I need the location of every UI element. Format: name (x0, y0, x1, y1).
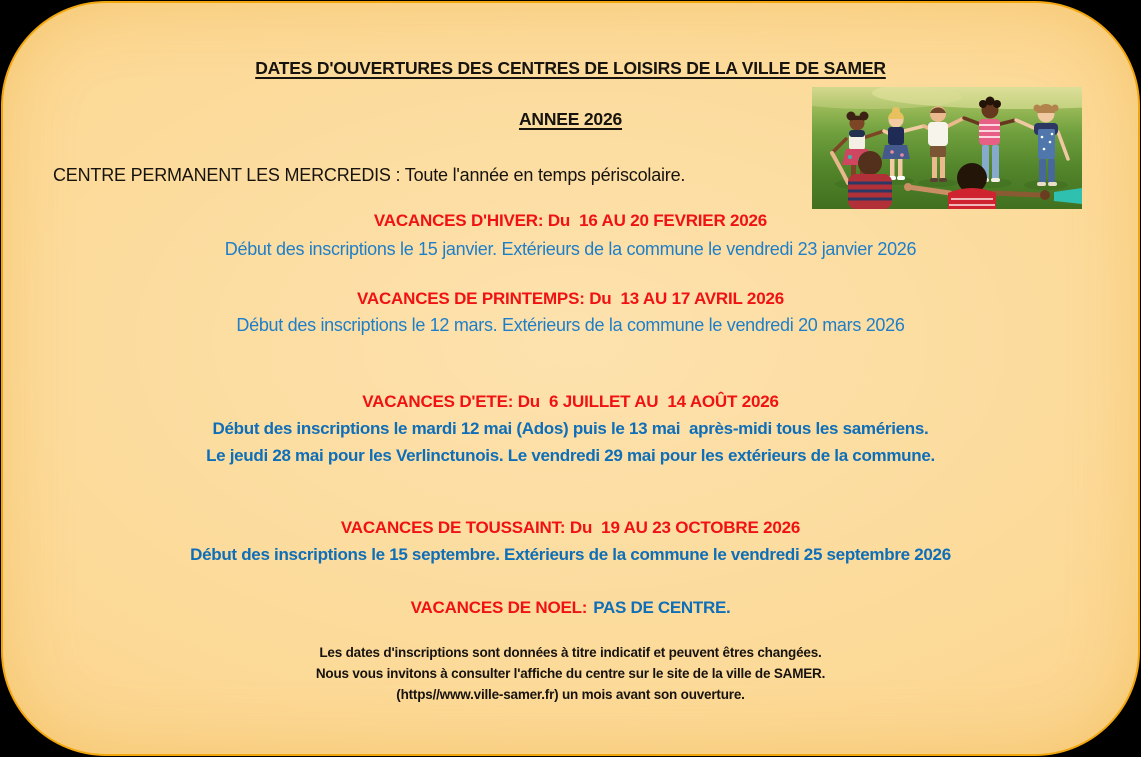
footer-line-3: (https//www.ville-samer.fr) un mois avant son ouverture. (396, 687, 745, 702)
permanent-center-line: CENTRE PERMANENT LES MERCREDIS : Toute l'année en temps périscolaire. (53, 165, 686, 185)
section-printemps-line: Début des inscriptions le 12 mars. Extérieurs de la commune le vendredi 20 mars 2026 (236, 315, 905, 335)
section-toussaint-heading: VACANCES DE TOUSSAINT: Du 19 AU 23 OCTOBRE 2026 (340, 518, 801, 537)
section-ete-line-2: Le jeudi 28 mai pour les Verlinctunois. Le vendredi 29 mai pour les extérieurs de la commune. (206, 446, 935, 465)
section-hiver-line: Début des inscriptions le 15 janvier. Extérieurs de la commune le vendredi 23 janvier 2026 (224, 239, 917, 259)
year-heading-text: ANNEE 2026 (518, 109, 623, 129)
section-ete-heading: VACANCES D'ETE: Du 6 JUILLET AU 14 AOÛT 2026 (362, 392, 779, 411)
flyer-content (3, 3, 1138, 754)
flyer-footer (3, 642, 1138, 705)
noel-line (3, 597, 1138, 620)
section-ete-line-1: Début des inscriptions le mardi 12 mai (Ados) puis le 13 mai après-midi tous les samériens. (212, 419, 929, 438)
noel-heading: VACANCES DE NOEL: (410, 598, 588, 617)
children-photo (812, 87, 1082, 209)
noel-note: PAS DE CENTRE. (593, 598, 731, 617)
section-printemps-heading: VACANCES DE PRINTEMPS: Du 13 AU 17 AVRIL 2026 (357, 289, 784, 308)
footer-line-1: Les dates d'inscriptions sont données à titre indicatif et peuvent êtres changées. (319, 645, 822, 660)
page-title (3, 58, 1138, 78)
section-toussaint-line: Début des inscriptions le 15 septembre. Extérieurs de la commune le vendredi 25 septembre 2026 (190, 545, 951, 564)
section-hiver-heading: VACANCES D'HIVER: Du 16 AU 20 FEVRIER 2026 (373, 211, 768, 230)
footer-line-2: Nous vous invitons à consulter l'affiche du centre sur le site de la ville de SAMER. (315, 666, 826, 681)
page-title-text: DATES D'OUVERTURES DES CENTRES DE LOISIRS DE LA VILLE DE SAMER (255, 58, 886, 78)
flyer-card (1, 1, 1140, 756)
